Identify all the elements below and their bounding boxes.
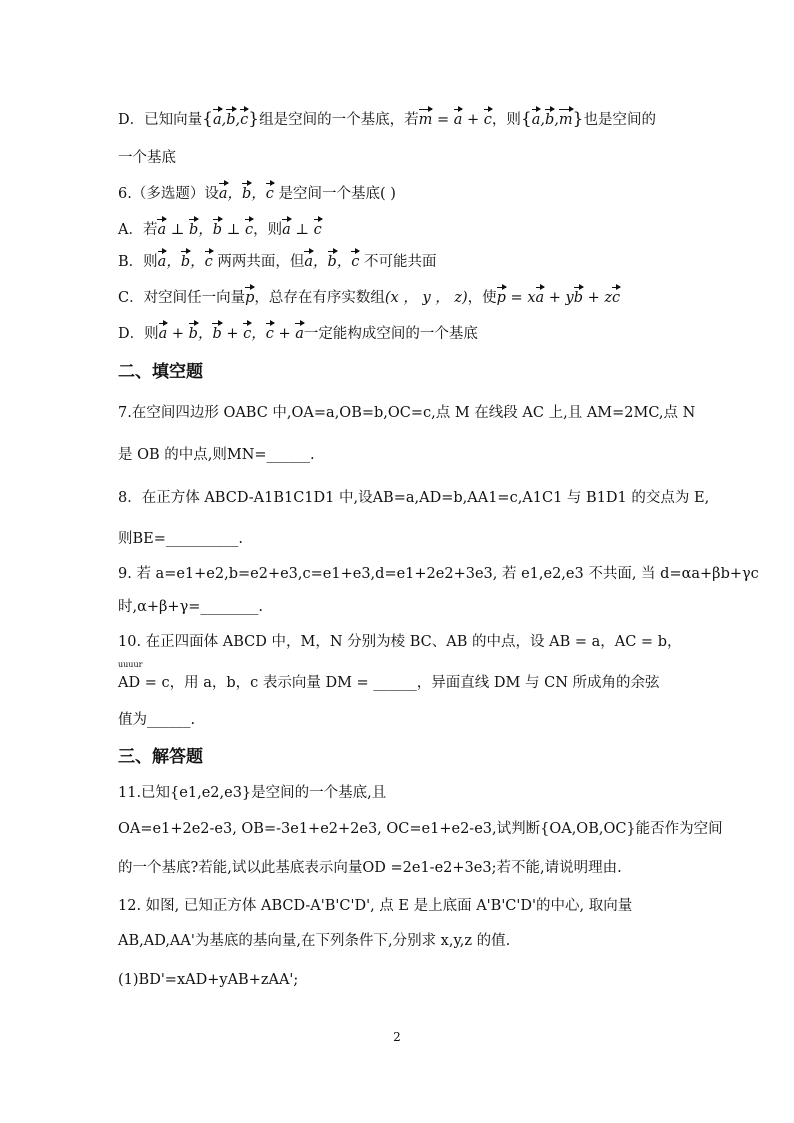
vector: a，b，c xyxy=(219,186,279,202)
q8-line2: 则BE=__________. xyxy=(118,531,243,547)
text: (x ， y ， z) xyxy=(384,290,468,306)
q10-line3: 值为______. xyxy=(118,712,196,728)
text: A．若 xyxy=(118,222,158,238)
vector: a，b，c xyxy=(304,254,364,270)
q9-line2: 时,α+β+γ=________. xyxy=(118,599,264,615)
q7-line1: 7.在空间四边形 OABC 中,OA=a,OB=b,OC=c,点 M 在线段 AC 上,且 AM=2MC,点 N xyxy=(118,405,696,421)
text: D．则 xyxy=(118,326,159,342)
q6-stem xyxy=(118,182,684,203)
q10-tiny-mark: uuuur xyxy=(118,660,143,669)
text: B．则 xyxy=(118,254,158,270)
text: 是空间一个基底( ) xyxy=(278,186,396,202)
m-expression: m = a + c xyxy=(419,112,492,128)
text: 6.（多选题）设 xyxy=(118,186,219,202)
vector: a,b,m xyxy=(532,112,573,128)
text: ，总存在有序实数组 xyxy=(254,290,385,306)
text: 两两共面，但 xyxy=(217,254,305,270)
q7-line2: 是 OB 的中点,则MN=______. xyxy=(118,447,315,463)
brace: { xyxy=(520,109,532,129)
vector: a,b,c xyxy=(213,112,248,128)
q6-option-c xyxy=(118,286,684,307)
q5-option-d-line2: 一个基底 xyxy=(118,150,176,166)
section-answer-title: 三、解答题 xyxy=(118,747,203,767)
section-fill-in-title: 二、填空题 xyxy=(118,362,203,382)
q9-line1: 9. 若 a=e1+e2,b=e2+e3,c=e1+e3,d=e1+2e2+3e3, 若 e1,e2,e3 不共面, 当 d=αa+βb+γc xyxy=(118,566,759,582)
q11-line3: 的一个基底?若能,试以此基底表示向量OD =2e1-e2+3e3;若不能,请说明理由. xyxy=(118,860,622,876)
vector: p = xa + yb + zc xyxy=(497,290,621,306)
vector: a + b，b + c，c + a xyxy=(159,326,304,342)
vector: a，b，c xyxy=(158,254,218,270)
vector: a ⊥ c xyxy=(282,222,322,238)
q11-line1: 11.已知{e1,e2,e3}是空间的一个基底,且 xyxy=(118,785,387,801)
q10-line1: 10. 在正四面体 ABCD 中，M，N 分别为棱 BC、AB 的中点，设 AB = a，AC = b， xyxy=(118,634,682,650)
vector: p xyxy=(245,286,254,306)
q8-line1: 8．在正方体 ABCD-A1B1C1D1 中,设AB=a,AD=b,AA1=c,A1C1 与 B1D1 的交点为 E, xyxy=(118,490,710,506)
q11-line2: OA=e1+2e2-e3, OB=-3e1+e2+2e3, OC=e1+e2-e3,试判断{OA,OB,OC}能否作为空间 xyxy=(118,821,723,837)
vector: a ⊥ b，b ⊥ c xyxy=(157,222,253,238)
q12-line3: (1)BD'=xAD+yAB+zAA'; xyxy=(118,972,299,988)
q10-line2: AD = c，用 a，b，c 表示向量 DM = ______，异面直线 DM 与 CN 所成角的余弦 xyxy=(118,675,660,691)
text: 一定能构成空间的一个基底 xyxy=(303,326,478,342)
brace: } xyxy=(248,109,260,129)
q6-option-d xyxy=(118,322,684,343)
text: 不可能共面 xyxy=(364,254,437,270)
q6-option-b xyxy=(118,250,684,271)
brace: } xyxy=(572,109,584,129)
page-number: 2 xyxy=(393,1030,401,1044)
q6-option-a xyxy=(118,218,684,239)
q5-option-d-line1 xyxy=(118,108,684,129)
text: ，使 xyxy=(467,290,497,306)
text: 也是空间的 xyxy=(583,112,656,128)
text: 组是空间的一个基底，若 xyxy=(259,112,419,128)
vector-set-abc: { xyxy=(202,109,213,129)
text: ，则 xyxy=(491,112,521,128)
text: D．已知向量 xyxy=(118,112,203,128)
text: ，则 xyxy=(253,222,283,238)
q12-line2: AB,AD,AA'为基底的基向量,在下列条件下,分别求 x,y,z 的值. xyxy=(118,933,511,949)
text: C．对空间任一向量 xyxy=(118,290,246,306)
q12-line1: 12. 如图, 已知正方体 ABCD-A'B'C'D', 点 E 是上底面 A'B'C'D'的中心, 取向量 xyxy=(118,898,633,914)
